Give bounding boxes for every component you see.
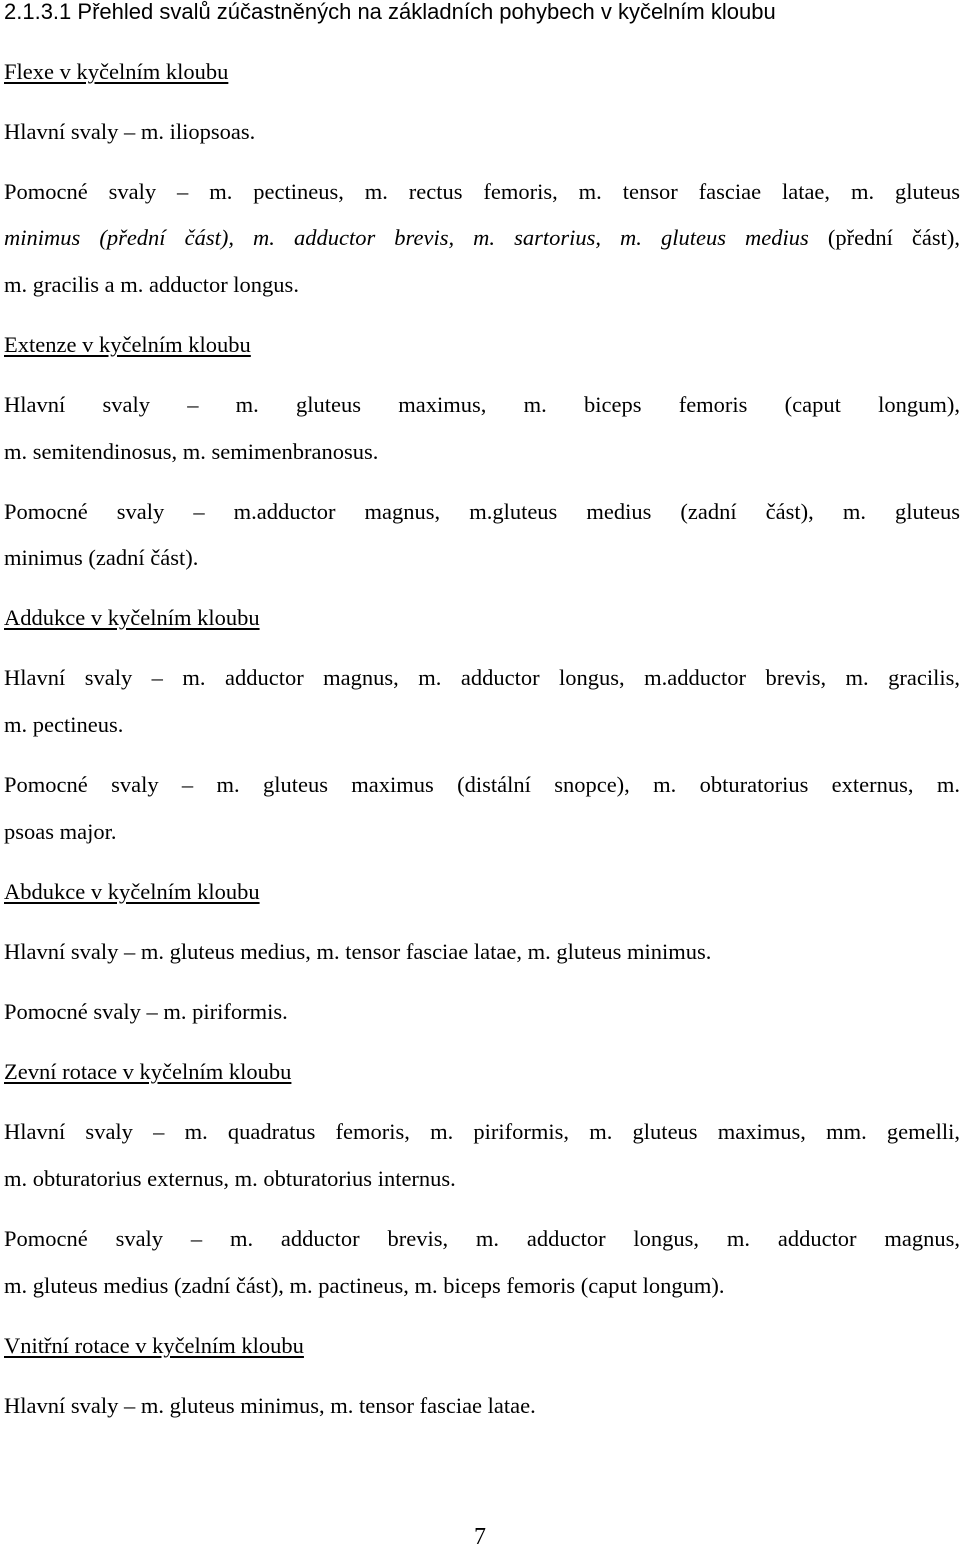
zevni-rotace-aux-line1: Pomocné svaly – m. adductor brevis, m. adductor longus, m. adductor magnus, (4, 1226, 960, 1251)
extenze-main-line2: m. semitendinosus, m. semimenbranosus. (4, 439, 379, 464)
zevni-rotace-aux-line2: m. gluteus medius (zadní část), m. pactineus, m. biceps femoris (caput longum). (4, 1273, 725, 1298)
flexe-aux-italic: minimus (přední část), m. adductor brevis, m. sartorius, m. gluteus medius (4, 225, 809, 250)
extenze-aux-line2: minimus (zadní část). (4, 545, 199, 570)
extenze-heading: Extenze v kyčelním kloubu (4, 332, 251, 357)
addukce-aux-line2: psoas major. (4, 819, 117, 844)
zevni-rotace-main-line2: m. obturatorius externus, m. obturatorius internus. (4, 1166, 456, 1191)
zevni-rotace-heading: Zevní rotace v kyčelním kloubu (4, 1059, 292, 1084)
section-heading: 2.1.3.1 Přehled svalů zúčastněných na základních pohybech v kyčelním kloubu (4, 0, 776, 24)
vnitrni-rotace-heading: Vnitřní rotace v kyčelním kloubu (4, 1333, 304, 1358)
flexe-aux-line3: m. gracilis a m. adductor longus. (4, 272, 299, 297)
abdukce-aux-muscles: Pomocné svaly – m. piriformis. (4, 999, 288, 1024)
flexe-aux-line1: Pomocné svaly – m. pectineus, m. rectus femoris, m. tensor fasciae latae, m. gluteus (4, 179, 960, 204)
flexe-aux-line2 (4, 223, 960, 253)
flexe-heading: Flexe v kyčelním kloubu (4, 59, 229, 84)
zevni-rotace-main-line1: Hlavní svaly – m. quadratus femoris, m. piriformis, m. gluteus maximus, mm. gemelli, (4, 1119, 960, 1144)
flexe-aux-rest: (přední část), (808, 225, 960, 250)
addukce-aux-line1: Pomocné svaly – m. gluteus maximus (distální snopce), m. obturatorius externus, m. (4, 772, 960, 797)
addukce-main-line2: m. pectineus. (4, 712, 124, 737)
addukce-heading: Addukce v kyčelním kloubu (4, 605, 260, 630)
flexe-main-muscles: Hlavní svaly – m. iliopsoas. (4, 119, 256, 144)
vnitrni-rotace-main-muscles: Hlavní svaly – m. gluteus minimus, m. tensor fasciae latae. (4, 1393, 536, 1418)
abdukce-main-muscles: Hlavní svaly – m. gluteus medius, m. tensor fasciae latae, m. gluteus minimus. (4, 939, 712, 964)
addukce-main-line1: Hlavní svaly – m. adductor magnus, m. adductor longus, m.adductor brevis, m. gracilis, (4, 665, 960, 690)
extenze-aux-line1: Pomocné svaly – m.adductor magnus, m.gluteus medius (zadní část), m. gluteus (4, 499, 960, 524)
page-number: 7 (474, 1524, 486, 1550)
abdukce-heading: Abdukce v kyčelním kloubu (4, 879, 260, 904)
extenze-main-line1: Hlavní svaly – m. gluteus maximus, m. biceps femoris (caput longum), (4, 392, 960, 417)
